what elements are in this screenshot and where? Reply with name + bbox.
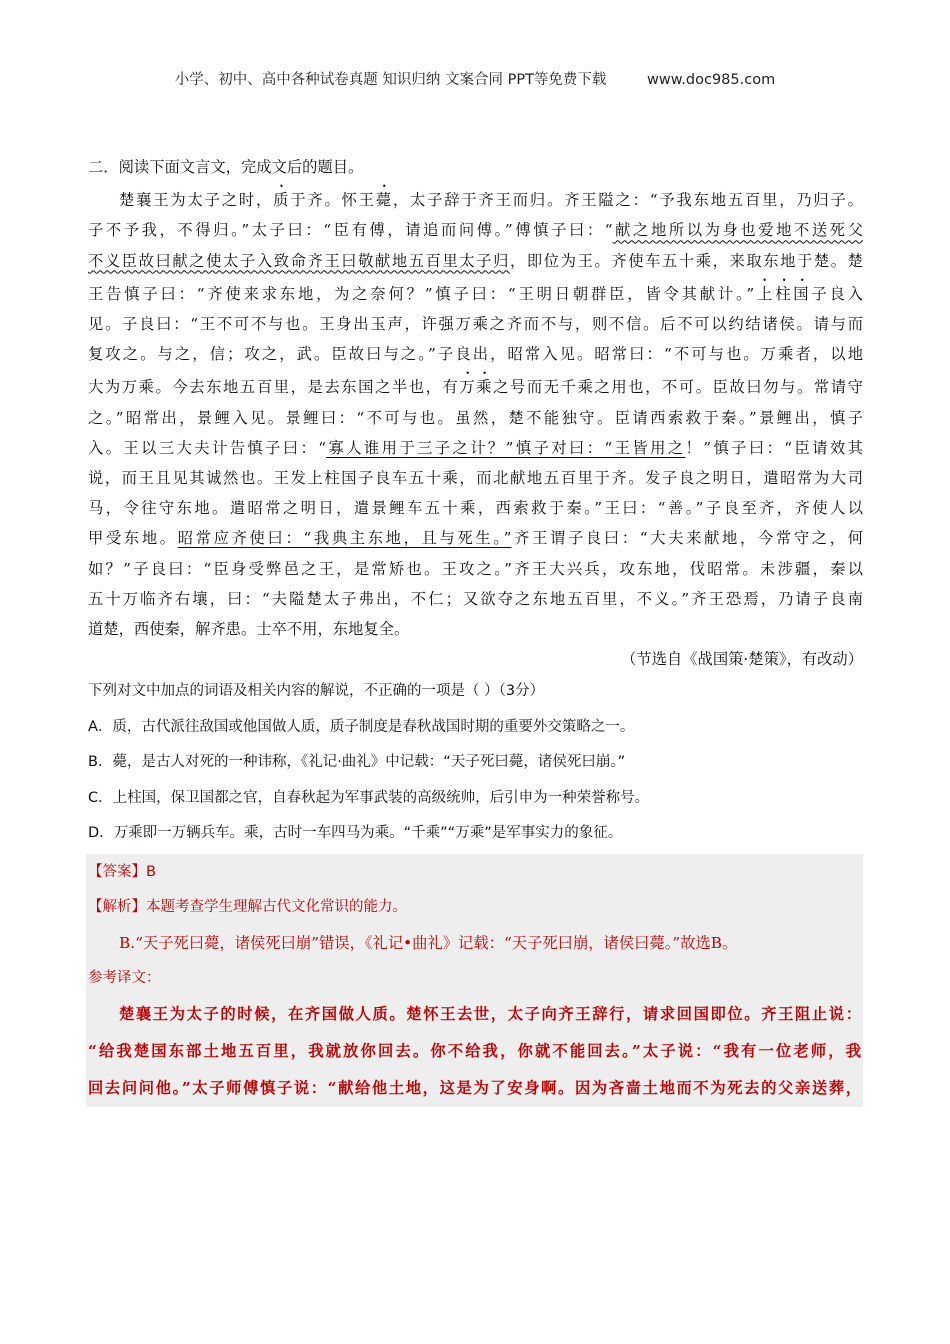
- passage-text: 马，令往守东地。遣昭常之明日，遣景鲤车五十乘，西索救于秦。”王曰：“善。”子良至齐，齐使人以: [88, 499, 863, 518]
- dotted-term: 万乘: [459, 378, 494, 397]
- passage-text: 道楚，西使秦，解齐患。士卒不用，东地复全。: [88, 620, 410, 639]
- dotted-term: 薨: [375, 191, 393, 210]
- passage-text: ，即位为王。齐使车五十乘，来取东地于楚。楚: [510, 251, 863, 270]
- passage-line: [88, 493, 863, 523]
- header-text: 小学、初中、高中各种试卷真题 知识归纳 文案合同 PPT等免费下载: [174, 72, 607, 88]
- passage-line: [88, 369, 863, 402]
- translation-line: 回去问问他。”太子师傅慎子说：“献给他土地，这是为了安身啊。因为吝啬土地而不为死去的父亲送葬，: [88, 1079, 861, 1098]
- passage-text: 复攻之。与之，信；攻之，武。臣故曰与之。”子良出，昭常入见。昭常曰：“不可与也。万乘者，以地: [88, 345, 863, 364]
- header-url[interactable]: www.doc985.com: [647, 72, 776, 88]
- passage-text: ！”慎子曰：“臣请效其: [685, 438, 863, 457]
- passage-line: [88, 433, 863, 463]
- passage-line: [88, 554, 863, 584]
- analysis-text: 本题考查学生理解古代文化常识的能力。: [146, 899, 407, 916]
- underlined-text: 昭常应齐使曰：“我典主东地，且与死生。”: [177, 529, 512, 548]
- question-heading: 二．阅读下面文言文，完成文后的题目。: [88, 158, 364, 176]
- passage-line: [88, 182, 863, 215]
- document-body: [88, 152, 863, 1107]
- dotted-term: 质: [273, 191, 291, 210]
- translation-line: “给我楚国东部土地五百里，我就放你回去。你不给我，你就不能回去。”太子说：“我有一位老师，我: [88, 1042, 861, 1061]
- passage-text: 大为万乘。今去东地五百里，是去东国之半也，有: [88, 378, 460, 397]
- passage-line: [88, 309, 863, 339]
- passage-text: 甲受东地。: [88, 529, 178, 548]
- passage-text: 五十万临齐右壤，曰：“夫隘楚太子弗出，不仁；又欲夺之东地五百里，不义。”齐王恐焉，乃请子良南: [88, 589, 863, 608]
- underlined-text: 寡人谁用于三子之计？”慎子对曰：“王皆用之: [326, 438, 686, 457]
- passage-text: 齐王谓子良曰：“大夫来献地，今常守之，何: [511, 529, 863, 548]
- underlined-text: 不义臣故曰献之使太子入致命齐王曰敬献地五百里太子归: [88, 251, 511, 270]
- passage-text: 子不予我，不得归。”太子曰：“臣有傅，请追而问傅。”傅慎子曰：“: [88, 221, 613, 240]
- passage-text: 之。”昭常出，景鲤入见。景鲤曰：“不可与也。虽然，楚不能独守。臣请西索救于秦。”景鲤出，慎子: [88, 408, 863, 427]
- passage-text: 入。王以三大夫计告慎子曰：“: [88, 438, 327, 457]
- option-d: D．万乘即一万辆兵车。乘，古时一车四马为乘。“千乘”“万乘”是军事实力的象征。: [88, 825, 623, 842]
- passage-line: [88, 246, 863, 276]
- option-a: A．质，古代派往敌国或他国做人质，质子制度是春秋战国时期的重要外交策略之一。: [88, 718, 635, 735]
- page-header: [0, 68, 950, 89]
- passage-text: 王告慎子曰：“齐使来求东地，为之奈何？”慎子曰：“王明日朝群臣，皆令其献计。”: [88, 284, 755, 303]
- question-prompt: 下列对文中加点的词语及相关内容的解说，不正确的一项是（ ）（3分）: [88, 683, 545, 700]
- passage-line: [88, 463, 863, 493]
- answer-explanation: B.“天子死曰薨，诸侯死曰崩”错误，《礼记•曲礼》记载：“天子死曰崩，诸侯曰薨。”故选B。: [119, 933, 738, 952]
- answer-label: 【答案】: [88, 863, 146, 880]
- passage-line: [88, 523, 863, 553]
- passage-line: [88, 614, 863, 644]
- passage-text: 之号而无千乘之用也，不可。臣故曰勿与。常请守: [493, 378, 863, 397]
- dotted-term: 上柱国: [754, 284, 812, 303]
- option-c: C．上柱国，保卫国都之官，自春秋起为军事武装的高级统帅，后引申为一种荣誉称号。: [88, 789, 650, 806]
- passage-line: [88, 215, 863, 245]
- analysis-line: [88, 890, 861, 926]
- passage-line: [88, 584, 863, 614]
- translation-line: 楚襄王为太子的时候，在齐国做人质。楚怀王去世，太子向齐王辞行，请求回国即位。齐王阻止说：: [119, 1005, 861, 1024]
- passage: [88, 182, 863, 644]
- translation-label: 参考译文：: [88, 969, 161, 986]
- answer-value: B: [146, 863, 156, 880]
- passage-text: 如？”子良曰：“臣身受弊邑之王，是常矫也。王攻之。”齐王大兴兵，攻东地，伐昭常。未涉疆，秦以: [88, 559, 863, 578]
- answer-block: [86, 854, 863, 1108]
- option-b: B．薨，是古人对死的一种讳称，《礼记·曲礼》中记载：“天子死曰薨，诸侯死曰崩。”: [88, 754, 626, 771]
- passage-source: （节选自《战国策·楚策》，有改动）: [621, 650, 863, 669]
- passage-text: 见。子良曰：“王不可不与也。王身出玉声，许强万乘之齐而不与，则不信。后不可以约结诸侯。请与而: [88, 315, 863, 334]
- passage-line: [88, 339, 863, 369]
- passage-text: 子良入: [811, 284, 863, 303]
- passage-line: [88, 403, 863, 433]
- passage-line: [88, 276, 863, 309]
- answer-line: [88, 855, 861, 891]
- passage-text: 楚襄王为太子之时，: [119, 191, 274, 210]
- passage-text: ，太子辞于齐王而归。齐王隘之：“予我东地五百里，乃归子。: [392, 191, 863, 210]
- passage-text: 于齐。怀王: [290, 191, 376, 210]
- passage-text: 说，而王且见其诚然也。王发上柱国子良车五十乘，而北献地五百里于齐。发子良之明日，遣昭常为大司: [88, 469, 863, 488]
- analysis-label: 【解析】: [88, 899, 146, 916]
- underlined-text: 献之地所以为身也爱地不送死父: [612, 221, 863, 240]
